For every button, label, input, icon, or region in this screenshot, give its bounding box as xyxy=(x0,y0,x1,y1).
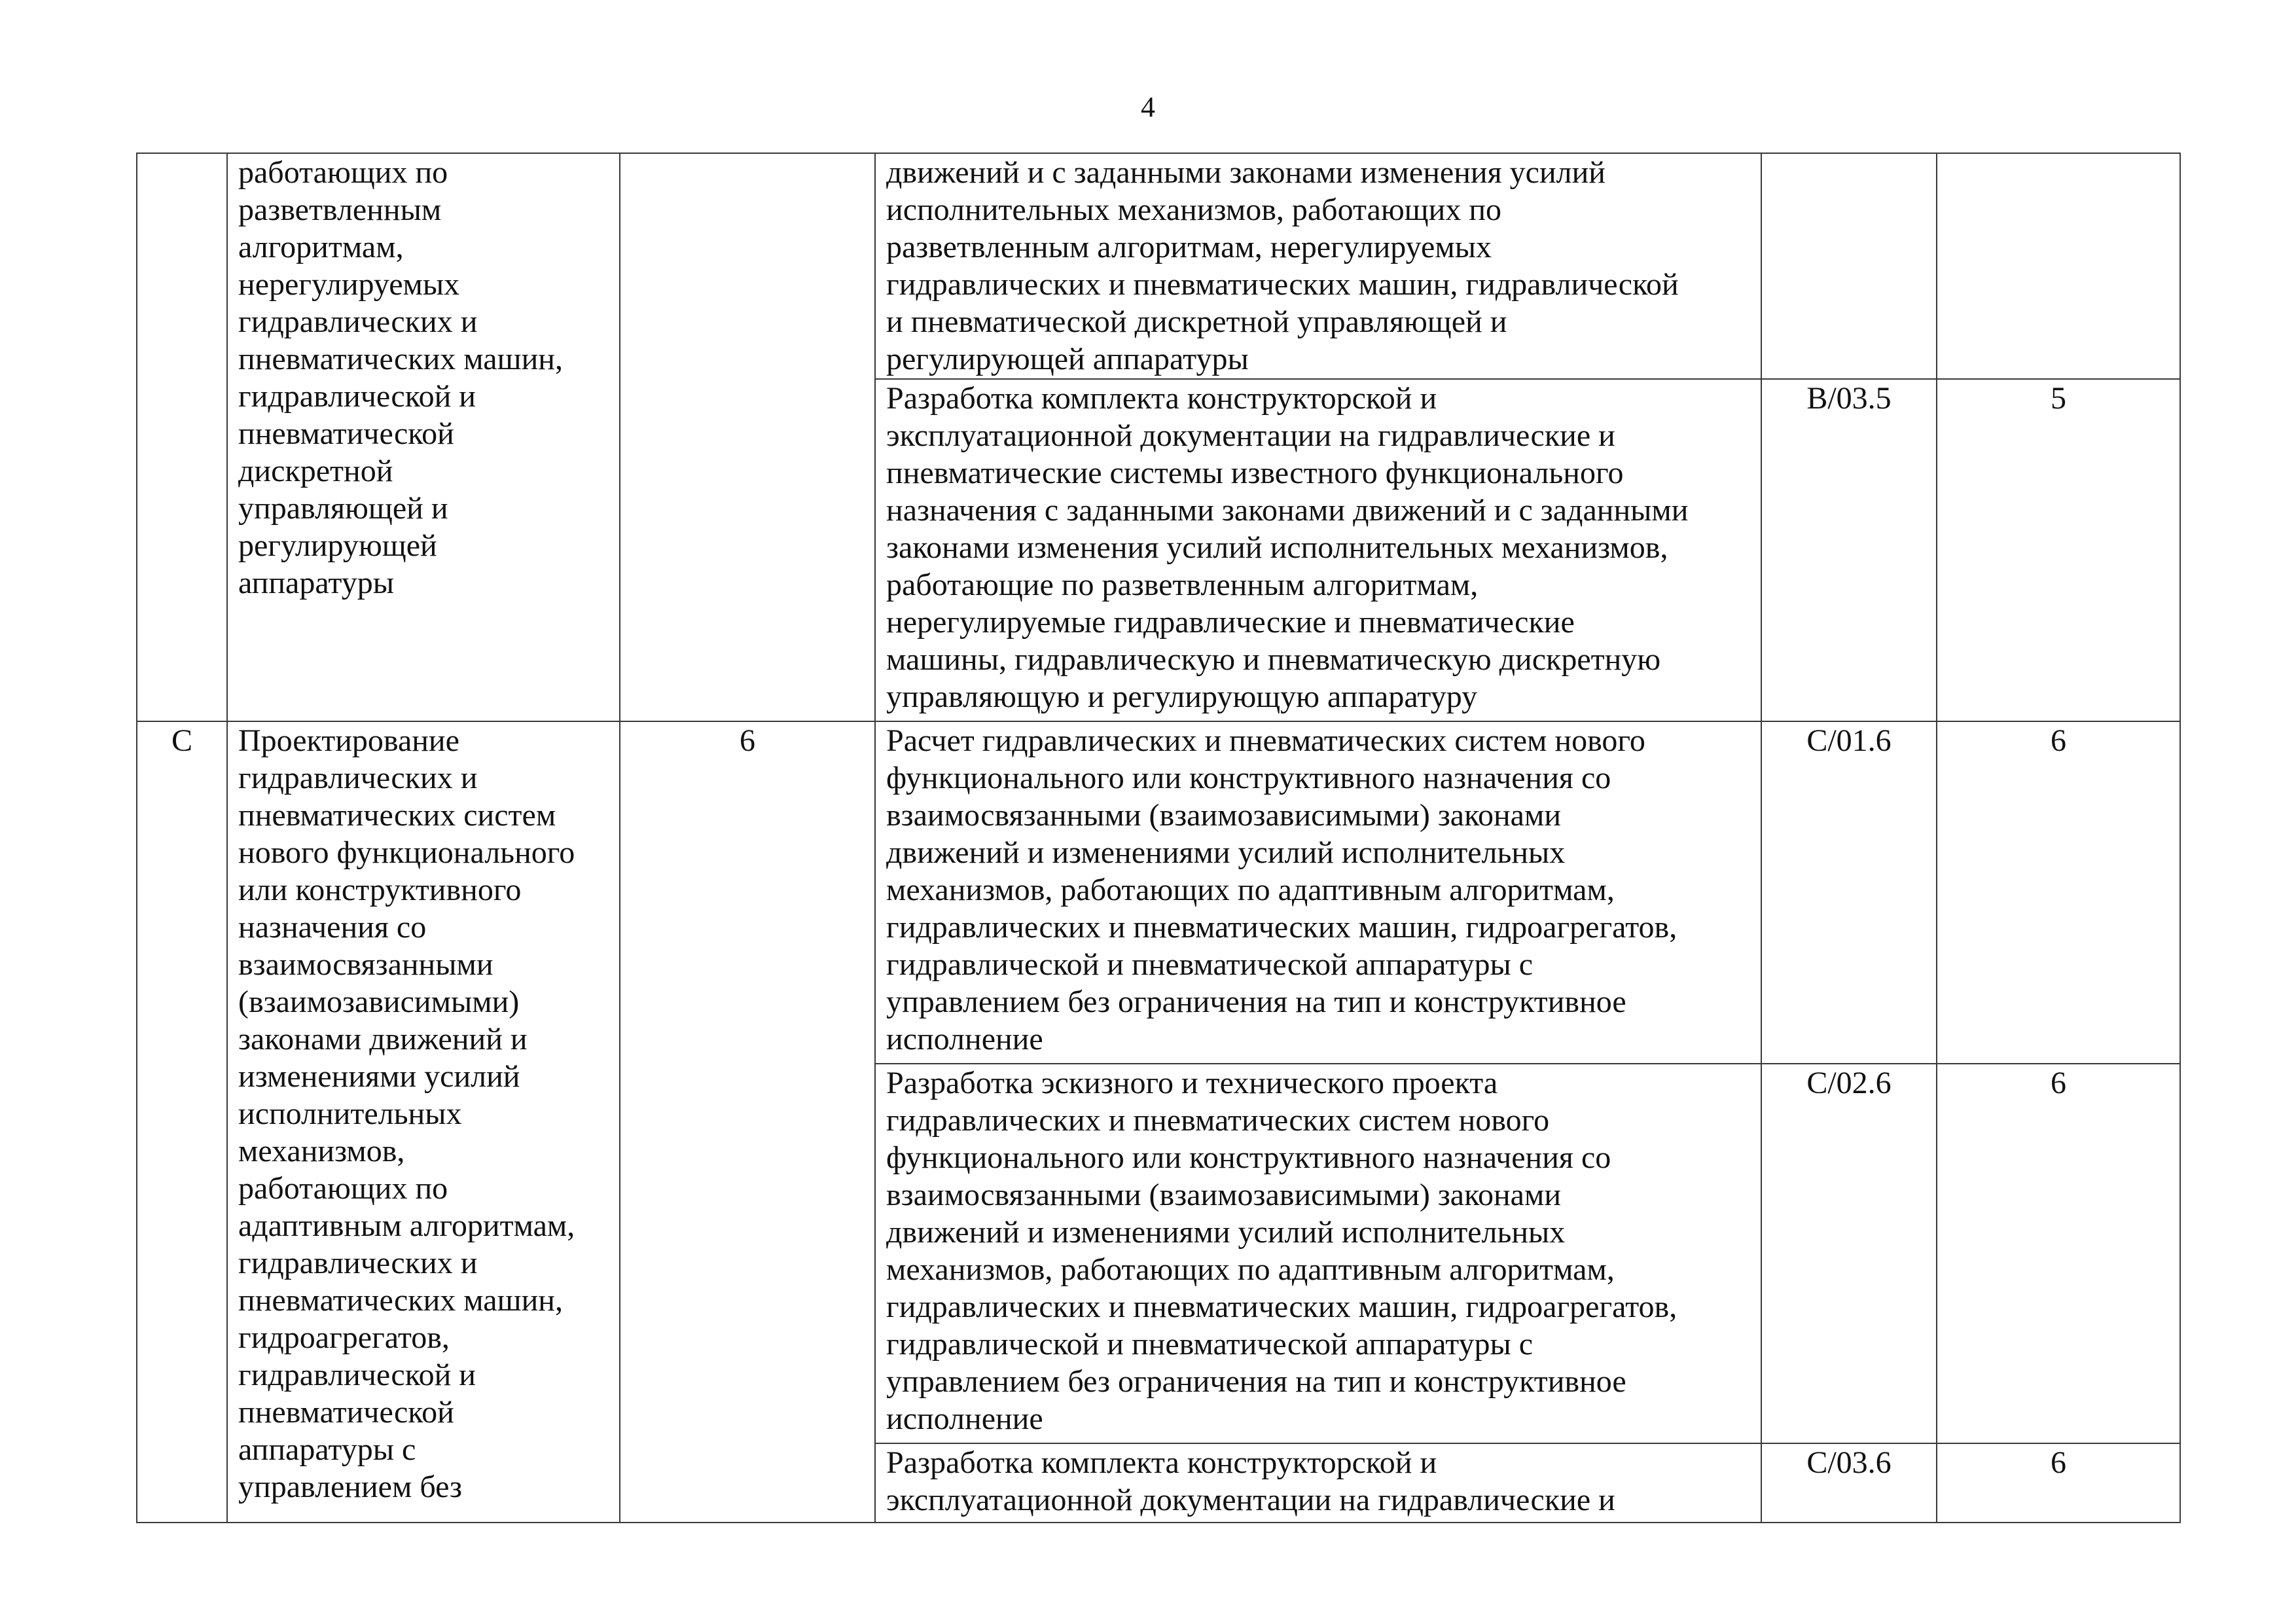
generalized-function-code xyxy=(137,153,227,721)
competency-table xyxy=(136,153,2181,1523)
labor-function-level xyxy=(1937,153,2180,379)
labor-function-code: C/02.6 xyxy=(1761,1064,1937,1443)
labor-function-level: 6 xyxy=(1937,721,2180,1064)
generalized-function-level: 6 xyxy=(620,721,875,1523)
generalized-function-level xyxy=(620,153,875,721)
labor-function-level: 6 xyxy=(1937,1443,2180,1523)
table-row xyxy=(137,153,2180,379)
labor-function-name: Разработка комплекта конструкторской и эксплуатационной документации на гидравлические и пневматические системы известного функционального назначения с заданными законами движений и с заданными законами изменения усилий исполнительных механизмов, работающие по разветвленным алгоритмам, нерегулируемые гидравлические и пневматические машины, гидравлическую и пневматическую дискретную управляющую и регулирующую аппаратуру xyxy=(875,379,1761,721)
labor-function-level: 5 xyxy=(1937,379,2180,721)
labor-function-name: Разработка комплекта конструкторской и эксплуатационной документации на гидравлические и xyxy=(875,1443,1761,1523)
labor-function-level: 6 xyxy=(1937,1064,2180,1443)
generalized-function-name: работающих по разветвленным алгоритмам, нерегулируемых гидравлических и пневматических машин, гидравлической и пневматической дискретной управляющей и регулирующей аппаратуры xyxy=(227,153,620,721)
labor-function-name: Расчет гидравлических и пневматических систем нового функционального или конструктивного назначения со взаимосвязанными (взаимозависимыми) законами движений и изменениями усилий исполнительных механизмов, работающих по адаптивным алгоритмам, гидравлических и пневматических машин, гидроагрегатов, гидравлической и пневматической аппаратуры с управлением без ограничения на тип и конструктивное исполнение xyxy=(875,721,1761,1064)
labor-function-name: Разработка эскизного и технического проекта гидравлических и пневматических систем нового функционального или конструктивного назначения со взаимосвязанными (взаимозависимыми) законами движений и изменениями усилий исполнительных механизмов, работающих по адаптивным алгоритмам, гидравлических и пневматических машин, гидроагрегатов, гидравлической и пневматической аппаратуры с управлением без ограничения на тип и конструктивное исполнение xyxy=(875,1064,1761,1443)
page-number: 4 xyxy=(1141,91,1155,123)
labor-function-code: C/01.6 xyxy=(1761,721,1937,1064)
labor-function-code xyxy=(1761,153,1937,379)
generalized-function-code: C xyxy=(137,721,227,1523)
generalized-function-name: Проектирование гидравлических и пневматических систем нового функционального или конструктивного назначения со взаимосвязанными (взаимозависимыми) законами движений и изменениями усилий исполнительных механизмов, работающих по адаптивным алгоритмам, гидравлических и пневматических машин, гидроагрегатов, гидравлической и пневматической аппаратуры с управлением без xyxy=(227,721,620,1523)
labor-function-name: движений и с заданными законами изменения усилий исполнительных механизмов, работающих по разветвленным алгоритмам, нерегулируемых гидравлических и пневматических машин, гидравлической и пневматической дискретной управляющей и регулирующей аппаратуры xyxy=(875,153,1761,379)
labor-function-code: B/03.5 xyxy=(1761,379,1937,721)
table-row xyxy=(137,721,2180,1064)
labor-function-code: C/03.6 xyxy=(1761,1443,1937,1523)
